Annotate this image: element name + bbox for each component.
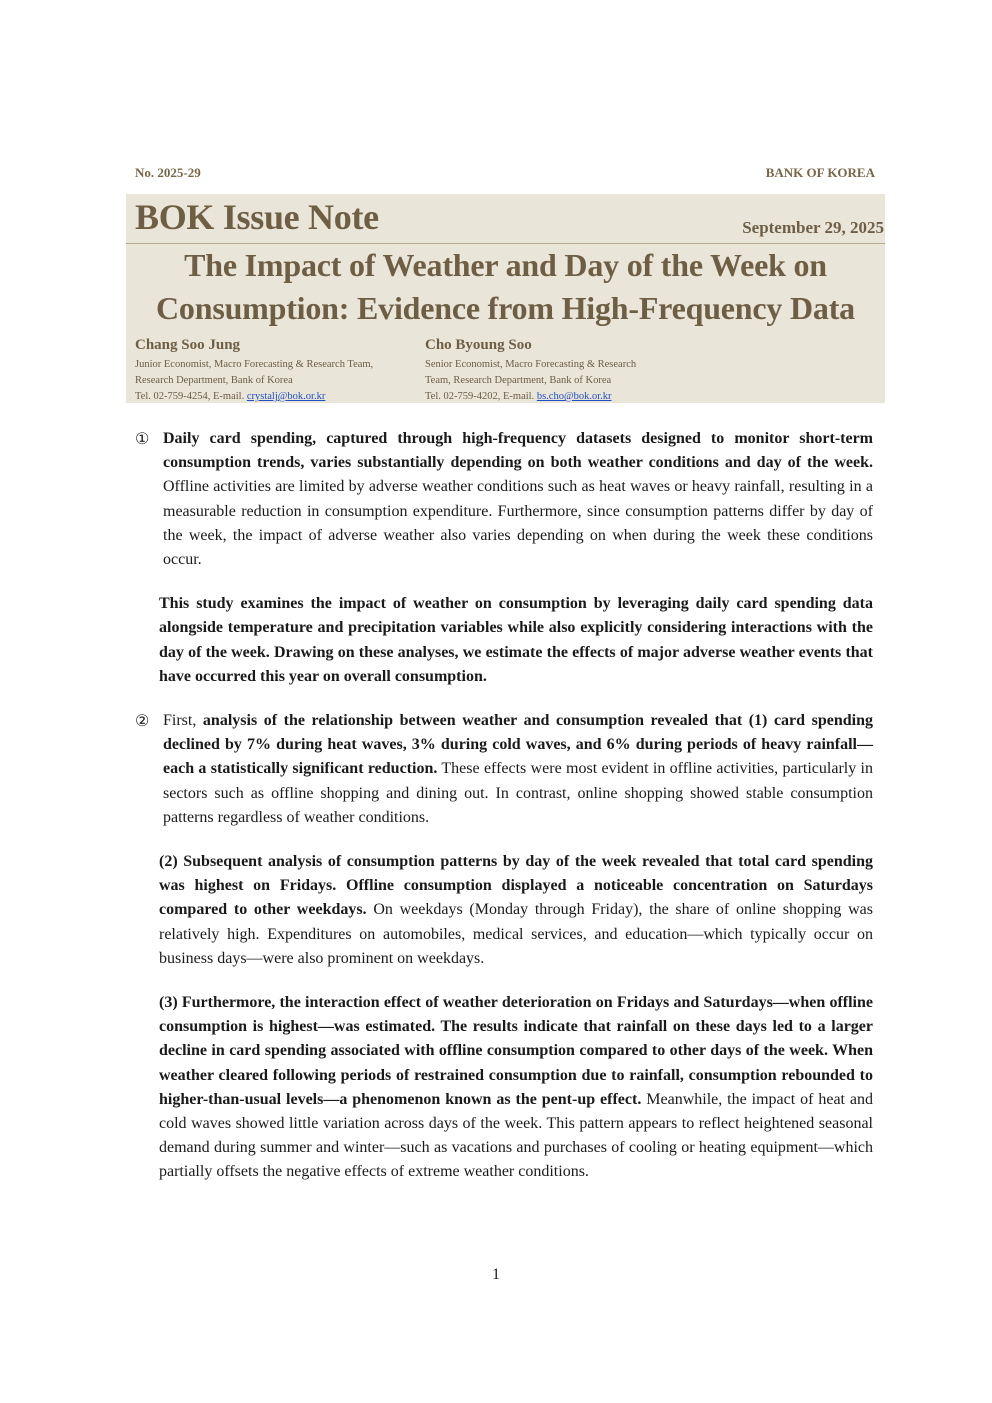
study-summary-bold: This study examines the impact of weather on consumption by leveraging daily card spending data alongside temperature and precipitation variables while also explicitly considering interactions with the day of the week. Drawing on these analyses, we estimate the effects of major adverse weather events that have occurred this year on overall consumption. bbox=[159, 595, 873, 685]
study-summary-paragraph bbox=[159, 592, 873, 689]
interaction-effect-paragraph bbox=[159, 991, 873, 1185]
body-text bbox=[135, 427, 873, 1205]
publication-date: September 29, 2025 bbox=[742, 218, 884, 237]
institution-name: BANK OF KOREA bbox=[765, 165, 875, 180]
top-line bbox=[135, 165, 875, 183]
page-number: 1 bbox=[492, 1266, 500, 1283]
author-name: Cho Byoung Soo bbox=[425, 337, 532, 353]
point-2-rest: These effects were most evident in offline activities, particularly in sectors such as offline shopping and dining out. In contrast, online shopping showed stable consumption patterns regardless of weather conditions. bbox=[163, 760, 873, 826]
paper-title bbox=[126, 244, 885, 330]
point-marker: ② bbox=[135, 713, 150, 731]
day-of-week-rest: On weekdays (Monday through Friday), the share of online shopping was relatively high. Expenditures on automobiles, medical services, and education—which typically occur on business days—were also prominent on weekdays. bbox=[159, 901, 873, 967]
issue-number: No. 2025-29 bbox=[135, 165, 201, 180]
author-affiliation: Senior Economist, Macro Forecasting & Research bbox=[425, 359, 637, 370]
interaction-effect-bold: (3) Furthermore, the interaction effect of weather deterioration on Fridays and Saturdays—when offline consumption is highest—was estimated. The results indicate that rainfall on these days led to a larger decline in card spending associated with offline consumption compared to other days of the week. When weather cleared following periods of restrained consumption due to rainfall, consumption rebounded to higher-than-usual levels—a phenomenon known as the pent-up effect. bbox=[159, 994, 873, 1108]
point-1-rest: Offline activities are limited by adverse weather conditions such as heat waves or heavy rainfall, resulting in a measurable reduction in consumption expenditure. Furthermore, since consumption patterns differ by day of the week, the impact of adverse weather also varies depending on when during the week these conditions occur. bbox=[163, 478, 873, 569]
series-title: BOK Issue Note bbox=[135, 197, 379, 237]
header-box bbox=[126, 194, 885, 403]
title-line-2: Consumption: Evidence from High-Frequency Data bbox=[156, 290, 855, 326]
author-tel: Tel. 02-759-4254, E-mail. bbox=[135, 391, 245, 402]
author-affiliation: Research Department, Bank of Korea bbox=[135, 375, 293, 386]
point-marker: ① bbox=[135, 431, 150, 448]
day-of-week-bold: (2) Subsequent analysis of consumption patterns by day of the week revealed that total card spending was highest on Fridays. Offline consumption displayed a noticeable concentration on Saturdays compared to other weekdays. bbox=[159, 853, 873, 919]
author-affiliation: Junior Economist, Macro Forecasting & Research Team, bbox=[135, 359, 374, 370]
author-email-link[interactable]: bs.cho@bok.or.kr bbox=[536, 391, 612, 402]
interaction-effect-rest: Meanwhile, the impact of heat and cold waves showed little variation across days of the week. This pattern appears to reflect heightened seasonal demand during summer and winter—such as vacations and purchases of cooling or heating equipment—which partially offsets the negative effects of extreme weather conditions. bbox=[159, 1090, 874, 1181]
point-1-text bbox=[163, 427, 873, 572]
point-1-bold: Daily card spending, captured through high-frequency datasets designed to monitor short-term consumption trends, varies substantially depending on both weather conditions and day of the week. bbox=[163, 430, 873, 472]
author-2 bbox=[425, 335, 685, 405]
point-1 bbox=[135, 427, 873, 572]
title-line-1: The Impact of Weather and Day of the Week on bbox=[184, 247, 827, 283]
author-email-link[interactable]: crystalj@bok.or.kr bbox=[246, 391, 326, 402]
point-2 bbox=[135, 709, 873, 830]
author-affiliation: Team, Research Department, Bank of Korea bbox=[425, 375, 612, 386]
author-name: Chang Soo Jung bbox=[135, 337, 241, 353]
author-contact bbox=[135, 389, 420, 405]
point-2-text bbox=[163, 709, 873, 830]
day-of-week-paragraph bbox=[159, 850, 873, 971]
author-1 bbox=[135, 335, 420, 405]
point-2-lead: First, bbox=[163, 712, 203, 730]
point-2-bold: analysis of the relationship between weather and consumption revealed that (1) card spending declined by 7% during heat waves, 3% during cold waves, and 6% during periods of heavy rainfall—each a statistically significant reduction. bbox=[163, 712, 873, 778]
author-contact bbox=[425, 389, 685, 405]
author-tel: Tel. 02-759-4202, E-mail. bbox=[425, 391, 535, 402]
